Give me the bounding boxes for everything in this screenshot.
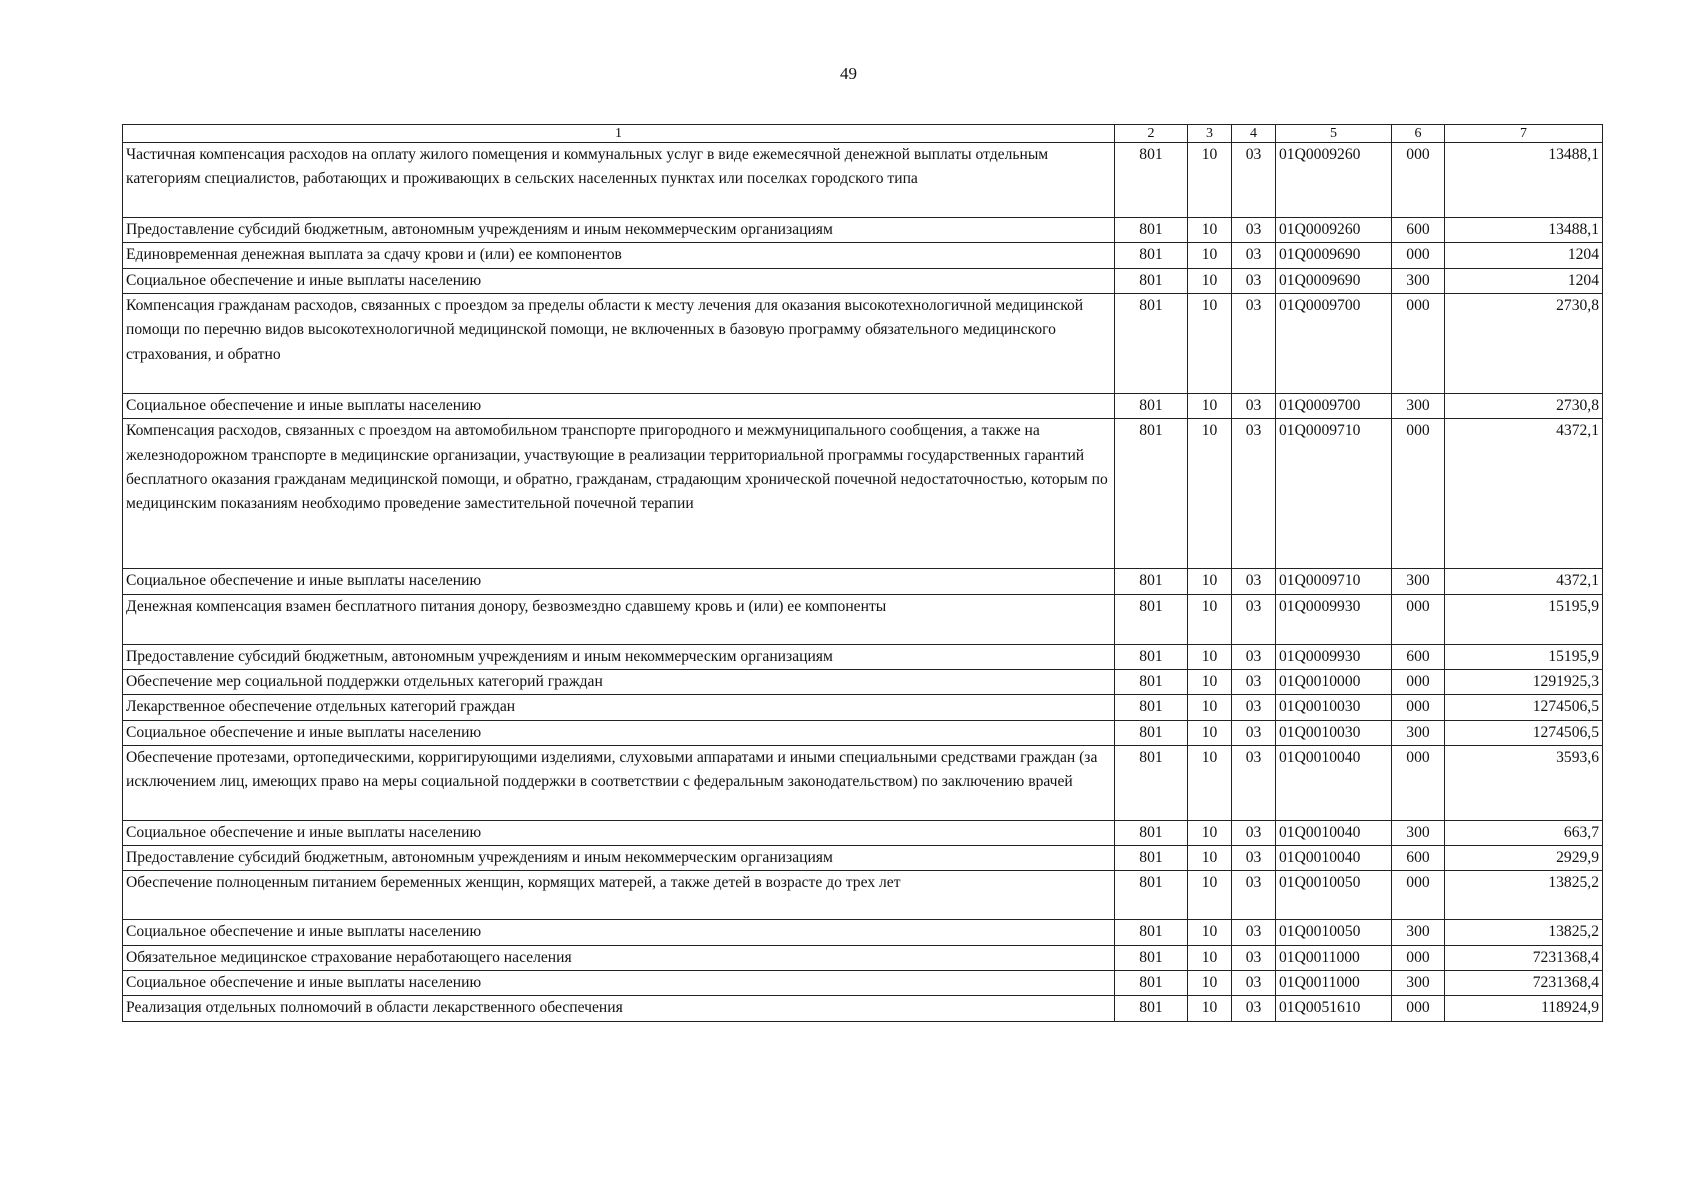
expense-type-code: 000 bbox=[1392, 695, 1445, 720]
amount: 2929,9 bbox=[1445, 846, 1603, 871]
department-code: 801 bbox=[1115, 920, 1188, 945]
amount: 7231368,4 bbox=[1445, 971, 1603, 996]
subsection-code: 03 bbox=[1232, 945, 1276, 970]
target-article-code: 01Q0011000 bbox=[1276, 945, 1392, 970]
target-article-code: 01Q0009700 bbox=[1276, 393, 1392, 418]
department-code: 801 bbox=[1115, 745, 1188, 820]
amount: 4372,1 bbox=[1445, 569, 1603, 594]
column-header: 6 bbox=[1392, 125, 1445, 143]
expense-type-code: 600 bbox=[1392, 644, 1445, 669]
table-row bbox=[123, 393, 1603, 418]
column-header: 1 bbox=[123, 125, 1115, 143]
table-row bbox=[123, 569, 1603, 594]
table-header-row bbox=[123, 125, 1603, 143]
amount: 1204 bbox=[1445, 268, 1603, 293]
target-article-code: 01Q0010040 bbox=[1276, 820, 1392, 845]
target-article-code: 01Q0009710 bbox=[1276, 569, 1392, 594]
department-code: 801 bbox=[1115, 393, 1188, 418]
subsection-code: 03 bbox=[1232, 820, 1276, 845]
subsection-code: 03 bbox=[1232, 243, 1276, 268]
expense-type-code: 000 bbox=[1392, 996, 1445, 1021]
amount: 2730,8 bbox=[1445, 293, 1603, 393]
table-row bbox=[123, 143, 1603, 218]
amount: 13825,2 bbox=[1445, 920, 1603, 945]
table-row bbox=[123, 945, 1603, 970]
expense-type-code: 000 bbox=[1392, 419, 1445, 569]
department-code: 801 bbox=[1115, 669, 1188, 694]
expense-type-code: 000 bbox=[1392, 871, 1445, 920]
subsection-code: 03 bbox=[1232, 218, 1276, 243]
budget-table bbox=[122, 124, 1603, 1022]
department-code: 801 bbox=[1115, 293, 1188, 393]
subsection-code: 03 bbox=[1232, 644, 1276, 669]
subsection-code: 03 bbox=[1232, 569, 1276, 594]
amount: 13825,2 bbox=[1445, 871, 1603, 920]
expense-type-code: 300 bbox=[1392, 920, 1445, 945]
column-header: 5 bbox=[1276, 125, 1392, 143]
subsection-code: 03 bbox=[1232, 920, 1276, 945]
section-code: 10 bbox=[1188, 268, 1232, 293]
department-code: 801 bbox=[1115, 143, 1188, 218]
section-code: 10 bbox=[1188, 971, 1232, 996]
budget-item-name: Социальное обеспечение и иные выплаты населению bbox=[123, 268, 1115, 293]
expense-type-code: 300 bbox=[1392, 971, 1445, 996]
subsection-code: 03 bbox=[1232, 695, 1276, 720]
budget-item-name: Обеспечение мер социальной поддержки отдельных категорий граждан bbox=[123, 669, 1115, 694]
budget-item-name: Социальное обеспечение и иные выплаты населению bbox=[123, 971, 1115, 996]
section-code: 10 bbox=[1188, 393, 1232, 418]
budget-item-name: Обеспечение протезами, ортопедическими, корригирующими изделиями, слуховыми аппаратами и иными специальными средствами граждан (за исключением лиц, имеющих право на меры социальной поддержки в соответствии с федеральным законодательством) по заключению врачей bbox=[123, 745, 1115, 820]
subsection-code: 03 bbox=[1232, 996, 1276, 1021]
expense-type-code: 000 bbox=[1392, 243, 1445, 268]
section-code: 10 bbox=[1188, 945, 1232, 970]
department-code: 801 bbox=[1115, 945, 1188, 970]
amount: 3593,6 bbox=[1445, 745, 1603, 820]
subsection-code: 03 bbox=[1232, 143, 1276, 218]
target-article-code: 01Q0010030 bbox=[1276, 720, 1392, 745]
subsection-code: 03 bbox=[1232, 871, 1276, 920]
column-header: 3 bbox=[1188, 125, 1232, 143]
table-row bbox=[123, 971, 1603, 996]
table-row bbox=[123, 695, 1603, 720]
amount: 4372,1 bbox=[1445, 419, 1603, 569]
section-code: 10 bbox=[1188, 644, 1232, 669]
page-number: 49 bbox=[840, 64, 857, 83]
subsection-code: 03 bbox=[1232, 971, 1276, 996]
amount: 13488,1 bbox=[1445, 143, 1603, 218]
section-code: 10 bbox=[1188, 920, 1232, 945]
target-article-code: 01Q0011000 bbox=[1276, 971, 1392, 996]
column-header: 2 bbox=[1115, 125, 1188, 143]
expense-type-code: 000 bbox=[1392, 594, 1445, 644]
target-article-code: 01Q0009710 bbox=[1276, 419, 1392, 569]
budget-item-name: Лекарственное обеспечение отдельных категорий граждан bbox=[123, 695, 1115, 720]
budget-item-name: Социальное обеспечение и иные выплаты населению bbox=[123, 393, 1115, 418]
budget-item-name: Реализация отдельных полномочий в области лекарственного обеспечения bbox=[123, 996, 1115, 1021]
table-row bbox=[123, 846, 1603, 871]
target-article-code: 01Q0010000 bbox=[1276, 669, 1392, 694]
subsection-code: 03 bbox=[1232, 393, 1276, 418]
table-row bbox=[123, 218, 1603, 243]
expense-type-code: 000 bbox=[1392, 669, 1445, 694]
target-article-code: 01Q0051610 bbox=[1276, 996, 1392, 1021]
section-code: 10 bbox=[1188, 745, 1232, 820]
budget-item-name: Частичная компенсация расходов на оплату жилого помещения и коммунальных услуг в виде ежемесячной денежной выплаты отдельным категориям специалистов, работающих и проживающих в сельских населенных пунктах или поселках городского типа bbox=[123, 143, 1115, 218]
budget-item-name: Предоставление субсидий бюджетным, автономным учреждениям и иным некоммерческим организациям bbox=[123, 846, 1115, 871]
amount: 15195,9 bbox=[1445, 644, 1603, 669]
amount: 15195,9 bbox=[1445, 594, 1603, 644]
section-code: 10 bbox=[1188, 419, 1232, 569]
table-row bbox=[123, 871, 1603, 920]
expense-type-code: 300 bbox=[1392, 268, 1445, 293]
table-row bbox=[123, 920, 1603, 945]
subsection-code: 03 bbox=[1232, 846, 1276, 871]
department-code: 801 bbox=[1115, 846, 1188, 871]
table-row bbox=[123, 644, 1603, 669]
amount: 1274506,5 bbox=[1445, 720, 1603, 745]
subsection-code: 03 bbox=[1232, 745, 1276, 820]
table-row bbox=[123, 594, 1603, 644]
budget-item-name: Социальное обеспечение и иные выплаты населению bbox=[123, 820, 1115, 845]
budget-item-name: Социальное обеспечение и иные выплаты населению bbox=[123, 920, 1115, 945]
table-row bbox=[123, 669, 1603, 694]
department-code: 801 bbox=[1115, 996, 1188, 1021]
expense-type-code: 000 bbox=[1392, 745, 1445, 820]
expense-type-code: 600 bbox=[1392, 218, 1445, 243]
budget-item-name: Денежная компенсация взамен бесплатного питания донору, безвозмездно сдавшему кровь и (или) ее компоненты bbox=[123, 594, 1115, 644]
table-row bbox=[123, 996, 1603, 1021]
section-code: 10 bbox=[1188, 243, 1232, 268]
expense-type-code: 000 bbox=[1392, 293, 1445, 393]
department-code: 801 bbox=[1115, 971, 1188, 996]
section-code: 10 bbox=[1188, 996, 1232, 1021]
budget-item-name: Компенсация гражданам расходов, связанных с проездом за пределы области к месту лечения для оказания высокотехнологичной медицинской помощи по перечню видов высокотехнологичной медицинской помощи, не включенных в базовую программу обязательного медицинского страхования, и обратно bbox=[123, 293, 1115, 393]
table-row bbox=[123, 268, 1603, 293]
target-article-code: 01Q0009690 bbox=[1276, 243, 1392, 268]
expense-type-code: 000 bbox=[1392, 945, 1445, 970]
section-code: 10 bbox=[1188, 720, 1232, 745]
section-code: 10 bbox=[1188, 820, 1232, 845]
expense-type-code: 300 bbox=[1392, 820, 1445, 845]
expense-type-code: 300 bbox=[1392, 720, 1445, 745]
amount: 2730,8 bbox=[1445, 393, 1603, 418]
section-code: 10 bbox=[1188, 594, 1232, 644]
amount: 7231368,4 bbox=[1445, 945, 1603, 970]
amount: 118924,9 bbox=[1445, 996, 1603, 1021]
amount: 1204 bbox=[1445, 243, 1603, 268]
amount: 1274506,5 bbox=[1445, 695, 1603, 720]
target-article-code: 01Q0009930 bbox=[1276, 594, 1392, 644]
department-code: 801 bbox=[1115, 218, 1188, 243]
department-code: 801 bbox=[1115, 594, 1188, 644]
target-article-code: 01Q0010040 bbox=[1276, 745, 1392, 820]
department-code: 801 bbox=[1115, 569, 1188, 594]
column-header: 7 bbox=[1445, 125, 1603, 143]
department-code: 801 bbox=[1115, 720, 1188, 745]
expense-type-code: 000 bbox=[1392, 143, 1445, 218]
section-code: 10 bbox=[1188, 143, 1232, 218]
section-code: 10 bbox=[1188, 846, 1232, 871]
amount: 13488,1 bbox=[1445, 218, 1603, 243]
table-row bbox=[123, 243, 1603, 268]
table-row bbox=[123, 820, 1603, 845]
department-code: 801 bbox=[1115, 243, 1188, 268]
budget-item-name: Обеспечение полноценным питанием беременных женщин, кормящих матерей, а также детей в возрасте до трех лет bbox=[123, 871, 1115, 920]
department-code: 801 bbox=[1115, 268, 1188, 293]
budget-item-name: Компенсация расходов, связанных с проездом на автомобильном транспорте пригородного и межмуниципального сообщения, а также на железнодорожном транспорте в медицинские организации, участвующие в реализации территориальной программы государственных гарантий бесплатного оказания гражданам медицинской помощи, и обратно, гражданам, страдающим хронической почечной недостаточностью, которым по медицинским показаниям необходимо проведение заместительной почечной терапии bbox=[123, 419, 1115, 569]
subsection-code: 03 bbox=[1232, 268, 1276, 293]
section-code: 10 bbox=[1188, 218, 1232, 243]
target-article-code: 01Q0010030 bbox=[1276, 695, 1392, 720]
expense-type-code: 300 bbox=[1392, 569, 1445, 594]
section-code: 10 bbox=[1188, 695, 1232, 720]
budget-item-name: Обязательное медицинское страхование неработающего населения bbox=[123, 945, 1115, 970]
budget-item-name: Социальное обеспечение и иные выплаты населению bbox=[123, 569, 1115, 594]
department-code: 801 bbox=[1115, 695, 1188, 720]
budget-item-name: Предоставление субсидий бюджетным, автономным учреждениям и иным некоммерческим организациям bbox=[123, 644, 1115, 669]
department-code: 801 bbox=[1115, 871, 1188, 920]
table-body bbox=[123, 143, 1603, 1022]
budget-item-name: Единовременная денежная выплата за сдачу крови и (или) ее компонентов bbox=[123, 243, 1115, 268]
amount: 663,7 bbox=[1445, 820, 1603, 845]
expense-type-code: 600 bbox=[1392, 846, 1445, 871]
subsection-code: 03 bbox=[1232, 594, 1276, 644]
subsection-code: 03 bbox=[1232, 720, 1276, 745]
subsection-code: 03 bbox=[1232, 669, 1276, 694]
target-article-code: 01Q0010050 bbox=[1276, 871, 1392, 920]
budget-item-name: Предоставление субсидий бюджетным, автономным учреждениям и иным некоммерческим организациям bbox=[123, 218, 1115, 243]
section-code: 10 bbox=[1188, 293, 1232, 393]
target-article-code: 01Q0010050 bbox=[1276, 920, 1392, 945]
budget-item-name: Социальное обеспечение и иные выплаты населению bbox=[123, 720, 1115, 745]
table-row bbox=[123, 720, 1603, 745]
column-header: 4 bbox=[1232, 125, 1276, 143]
target-article-code: 01Q0009700 bbox=[1276, 293, 1392, 393]
section-code: 10 bbox=[1188, 569, 1232, 594]
table-row bbox=[123, 293, 1603, 393]
section-code: 10 bbox=[1188, 669, 1232, 694]
expense-type-code: 300 bbox=[1392, 393, 1445, 418]
amount: 1291925,3 bbox=[1445, 669, 1603, 694]
target-article-code: 01Q0009260 bbox=[1276, 143, 1392, 218]
department-code: 801 bbox=[1115, 820, 1188, 845]
department-code: 801 bbox=[1115, 644, 1188, 669]
department-code: 801 bbox=[1115, 419, 1188, 569]
subsection-code: 03 bbox=[1232, 293, 1276, 393]
section-code: 10 bbox=[1188, 871, 1232, 920]
target-article-code: 01Q0009930 bbox=[1276, 644, 1392, 669]
table-row bbox=[123, 745, 1603, 820]
target-article-code: 01Q0009690 bbox=[1276, 268, 1392, 293]
table-row bbox=[123, 419, 1603, 569]
subsection-code: 03 bbox=[1232, 419, 1276, 569]
target-article-code: 01Q0010040 bbox=[1276, 846, 1392, 871]
target-article-code: 01Q0009260 bbox=[1276, 218, 1392, 243]
